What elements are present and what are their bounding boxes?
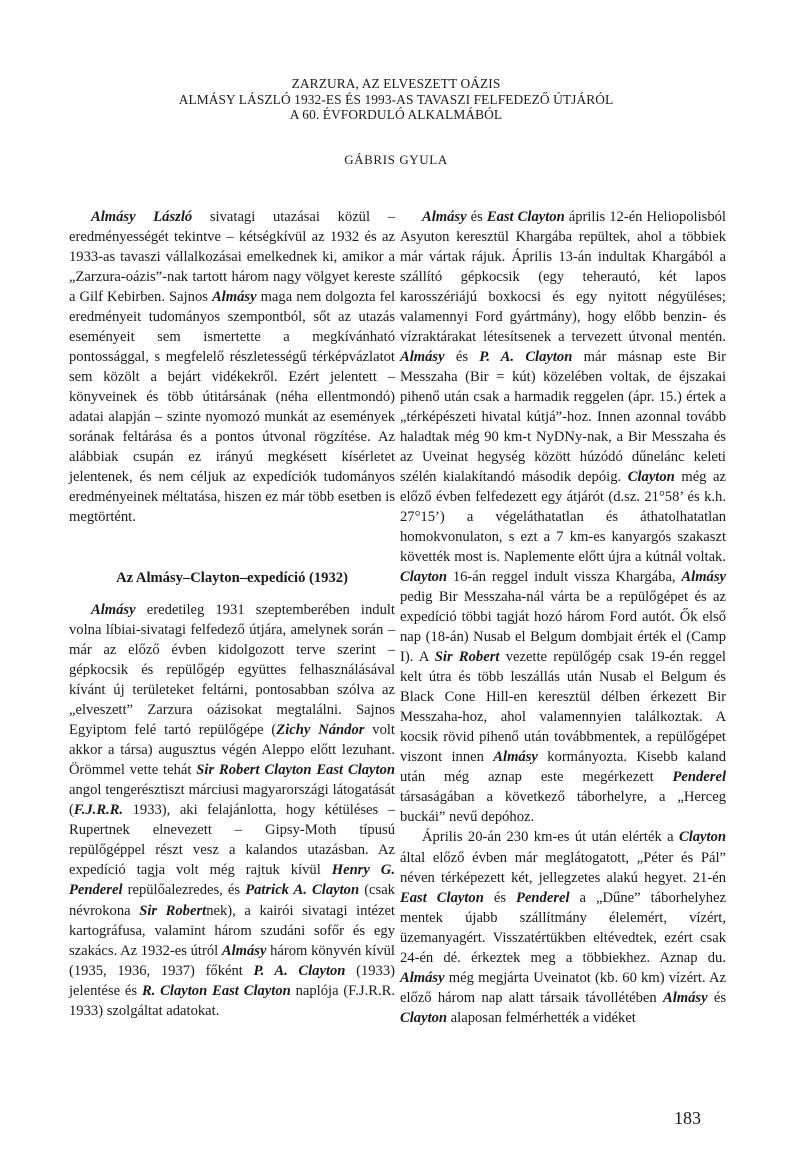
text-run: április 12-én Heliopolisból Asyuton keresztül Khargába repültek, ahol a többiek már vártak rájuk. Április 13-án indultak Khargából a szállító gépkocsik (egy teherautó, két lapos karosszériájú boxkocsi és egy nyitott négyüléses; valamennyi Ford gyártmány), hogy előbb benzin- és vízraktárakat létesítsenek a tervezett útvonal mentén. <box>400 209 726 346</box>
title-line-3: A 60. ÉVFORDULÓ ALKALMÁBÓL <box>289 107 503 122</box>
text-run: repülőalezredes, és <box>122 882 246 899</box>
person-name: Penderel <box>516 889 570 906</box>
person-name: Almásy <box>221 942 267 959</box>
person-name: Patrick A. Clayton <box>245 882 360 899</box>
text-run: három könyvén kívül (1935, 1936, 1937) főként <box>69 942 395 979</box>
text-run: volt akkor a társa) augusztus végén Aleppo előtt lezuhant. Örömmel vette tehát <box>69 722 395 779</box>
text-run: angol tengerésztiszt márciusi magyarországi látogatását ( <box>69 782 395 819</box>
person-name: Almásy <box>211 289 257 306</box>
text-run: még megjárta Uveinatot (kb. 60 km) vízért. Az előző három nap alatt társaik távollétében <box>400 969 726 1006</box>
person-name: Zichy Nándor <box>276 722 365 739</box>
person-name: Almásy <box>400 969 445 986</box>
text-run: eredetileg 1931 szeptemberében indult volna líbiai-sivatagi felfedező útjára, amelynek során – már az előző évben kidolgozott terve szerint – gépkocsik és repülőgép együttes felhasználásával kívánt új területeket feltárni, pontosabban szólva az „elveszett” Zarzura oázisokat megtalálni. Sajnos Egyiptom felé tartó repülőgépe ( <box>69 602 395 739</box>
left-column <box>69 207 395 1021</box>
text-run: vezette repülőgép csak 19-én reggel kelt útra és több leszállás után Nusab el Belgum és Black Cone Hill-en keresztül délben érkezett Bir Messzaha-hoz, ahol valamennyien találkoztak. A kocsik rövid pihenő után továbbmentek, a repülőgépet viszont innen <box>400 649 726 766</box>
text-run: és <box>444 349 480 366</box>
person-name: East Clayton <box>400 889 484 906</box>
right-paragraph-1 <box>400 207 726 827</box>
text-run: maga nem dolgozta fel eredményeit tudományos szempontból, sőt az utazás eseményeit sem ismertette a megkívánható pontossággal, s megfelelő részletességű térképvázlatot sem közölt a bejárt vidékekről. Ezért jelentett – könyveinek és több útitársának (néha ellentmondó) adatai alapján – szinte nyomozó munkát az események sorának feltárása és a pontos útvonal rögzítése. Az alábbiak csupán ez irányú megkésett kísérletet jelentenek, és nem céljuk az expedíciók tudományos eredményeinek méltatása, hiszen ez már több esetben is megtörtént. <box>69 289 396 526</box>
text-run: kormányozta. Kisebb kaland után még aznap este megérkezett <box>400 749 726 786</box>
text-run: még az előző évben felfedezett egy átjárót (d.sz. 21°58’ és k.h. 27°15’) a végeláthatatlan és áthatolhatatlan homokvonulaton, s ezt a 7 km-es kanyargós szakaszt követték most is. Naplemente előtt újra a kútnál voltak. <box>400 469 726 566</box>
person-name: Almásy <box>91 602 136 619</box>
person-name: Almásy <box>422 209 467 225</box>
text-run: már másnap este Bir Messzaha (Bir = kút) közelében voltak, de éjszakai pihenő után csak a harmadik reggelen (ápr. 15.) értek a „térképészeti hivatal kútjá”-hoz. Innen azonnal tovább haladtak még 90 km-t NyDNy-nak, a Bir Messzaha és az Uveinat hegység között húzódó dűnelánc keleti szélén kialakítandó második depóig. <box>400 349 726 486</box>
text-run: Április 20-án 230 km-es út után elérték a <box>422 829 679 846</box>
person-name: Almásy <box>493 749 538 766</box>
person-name: F.J.R.R. <box>73 802 124 819</box>
text-run: 1933), aki felajánlotta, hogy kétüléses – Rupertnek elnevezett – Gipsy-Moth típusú repülőgéppel részt vesz a kalandos utazásban. Az expedíció tagja volt még rajtuk kívül <box>69 802 395 879</box>
person-name: Sir Robert <box>434 649 500 666</box>
text-run: és <box>707 989 726 1006</box>
person-name: East Clayton <box>486 209 565 225</box>
person-name: Sir Robert <box>139 902 207 919</box>
person-name: Clayton <box>627 469 675 486</box>
text-run: (1933) jelentése és <box>69 962 395 999</box>
person-name: Almásy <box>681 569 726 586</box>
left-paragraph-2 <box>69 600 395 1020</box>
text-run: pedig Bir Messzaha-nál várta be a repülőgépet és az expedíció többi tagját hozó három Ford autót. Ők első nap (18-án) Nusab el Belgum dombjait érték el (Camp I). A <box>400 589 726 666</box>
text-run: és <box>466 209 487 225</box>
section-heading: Az Almásy–Clayton–expedíció (1932) <box>116 570 348 587</box>
title-line-2: ALMÁSY LÁSZLÓ 1932-ES ÉS 1993-AS TAVASZI FELFEDEZŐ ÚTJÁRÓL <box>178 91 614 107</box>
person-name: Clayton <box>400 1009 448 1026</box>
text-run: naplója (F.J.R.R. 1933) szolgáltat adatokat. <box>69 982 395 1019</box>
text-run: társaságában a következő táborhelyre, a „Herceg buckái” nevű depóhoz. <box>400 789 726 826</box>
person-name: Penderel <box>672 769 726 786</box>
page-number: 183 <box>674 1108 701 1128</box>
right-paragraph-2 <box>400 827 726 1027</box>
person-name: Almásy <box>400 349 445 366</box>
author-name: GÁBRIS GYULA <box>344 152 448 167</box>
title-line-1: ZARZURA, AZ ELVESZETT OÁZIS <box>291 76 501 91</box>
person-name: Henry G. Penderel <box>69 862 395 899</box>
person-name: P. A. Clayton <box>253 962 346 979</box>
text-run: és <box>483 889 517 906</box>
person-name: Almásy László <box>91 209 193 225</box>
text-run: alaposan felmérhették a vidéket <box>447 1009 636 1026</box>
text-run: (csak névrokona <box>69 882 395 919</box>
text-run: a „Dűne” táborhelyhez mentek újabb szállítmány élelemért, vízért, üzemanyagért. Visszatértükben eltévedtek, ezért csak 24-én dé. érkeztek meg a többiekhez. Aznap du. <box>400 889 726 966</box>
person-name: R. Clayton East Clayton <box>141 982 291 999</box>
left-paragraph-1 <box>69 207 395 527</box>
person-name: P. A. Clayton <box>479 349 573 366</box>
person-name: Almásy <box>662 989 708 1006</box>
text-run: sivatagi utazásai közül – eredményességét tekintve – kétségkívül az 1932 és az 1933-as tavaszi vállalkozásai emelkednek ki, amikor a „Zarzura-oázis”-nak tartott három nagy völgyet kereste a Gilf Kebirben. Sajnos <box>69 209 396 306</box>
person-name: Clayton <box>400 569 448 586</box>
article-title <box>70 76 722 123</box>
text-run: nek), a kairói sivatagi intézet kartográfusa, valamint három szudáni sofőr és egy szakács. Az 1932-es útról <box>69 902 395 959</box>
text-run: által előző évben már meglátogatott, „Péter és Pál” néven térképezett két, jellegzetes alakú hegyet. 21-én <box>400 849 726 886</box>
person-name: Clayton <box>678 829 726 846</box>
text-run: 16-án reggel indult vissza Khargába, <box>447 569 682 586</box>
right-column <box>400 207 726 1028</box>
person-name: Sir Robert Clayton East Clayton <box>196 762 395 779</box>
